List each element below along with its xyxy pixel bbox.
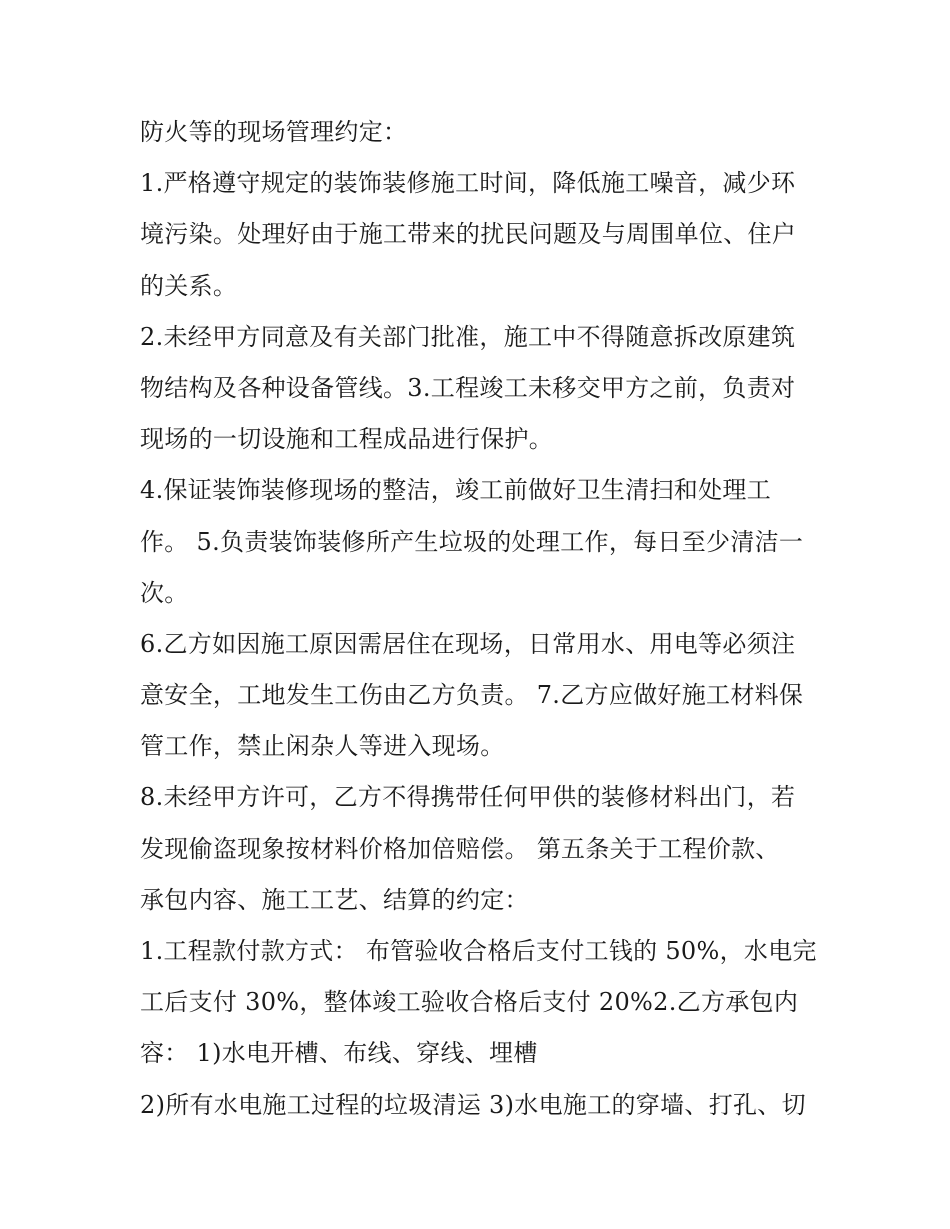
text-line: 防火等的现场管理约定： xyxy=(140,118,408,146)
document-body xyxy=(140,107,820,1131)
text-line: 现场的一切设施和工程成品进行保护。 xyxy=(140,425,554,454)
text-line: 6.乙方如因施工原因需居住在现场，日常用水、用电等必须注 xyxy=(140,629,796,658)
text-line: 1.严格遵守规定的装饰装修施工时间，降低施工噪音，减少环 xyxy=(140,169,796,198)
text-line: 容： 1)水电开槽、布线、穿线、埋槽 xyxy=(140,1039,538,1068)
text-line: 工后支付 30%，整体竣工验收合格后支付 20%2.乙方承包内 xyxy=(140,988,799,1017)
text-line: 的关系。 xyxy=(140,271,238,300)
text-line: 作。 5.负责装饰装修所产生垃圾的处理工作，每日至少清洁一 xyxy=(140,527,804,556)
text-line: 次。 xyxy=(140,578,189,607)
text-line: 2)所有水电施工过程的垃圾清运 3)水电施工的穿墙、打孔、切 xyxy=(140,1090,806,1119)
text-line: 8.未经甲方许可，乙方不得携带任何甲供的装修材料出门，若 xyxy=(140,783,796,812)
text-line: 管工作，禁止闲杂人等进入现场。 xyxy=(140,732,505,761)
text-line: 1.工程款付款方式： 布管验收合格后支付工钱的 50%，水电完 xyxy=(140,937,817,965)
text-line: 承包内容、施工工艺、结算的约定： xyxy=(140,885,529,914)
text-line: 2.未经甲方同意及有关部门批准，施工中不得随意拆改原建筑 xyxy=(140,322,796,351)
text-line: 境污染。处理好由于施工带来的扰民问题及与周围单位、住户 xyxy=(140,220,797,249)
text-line: 物结构及各种设备管线。3.工程竣工未移交甲方之前，负责对 xyxy=(140,373,796,402)
text-line: 发现偷盗现象按材料价格加倍赔偿。 第五条关于工程价款、 xyxy=(140,834,780,863)
text-line: 意安全，工地发生工伤由乙方负责。 7.乙方应做好施工材料保 xyxy=(140,681,804,710)
text-line: 4.保证装饰装修现场的整洁，竣工前做好卫生清扫和处理工 xyxy=(140,476,771,505)
